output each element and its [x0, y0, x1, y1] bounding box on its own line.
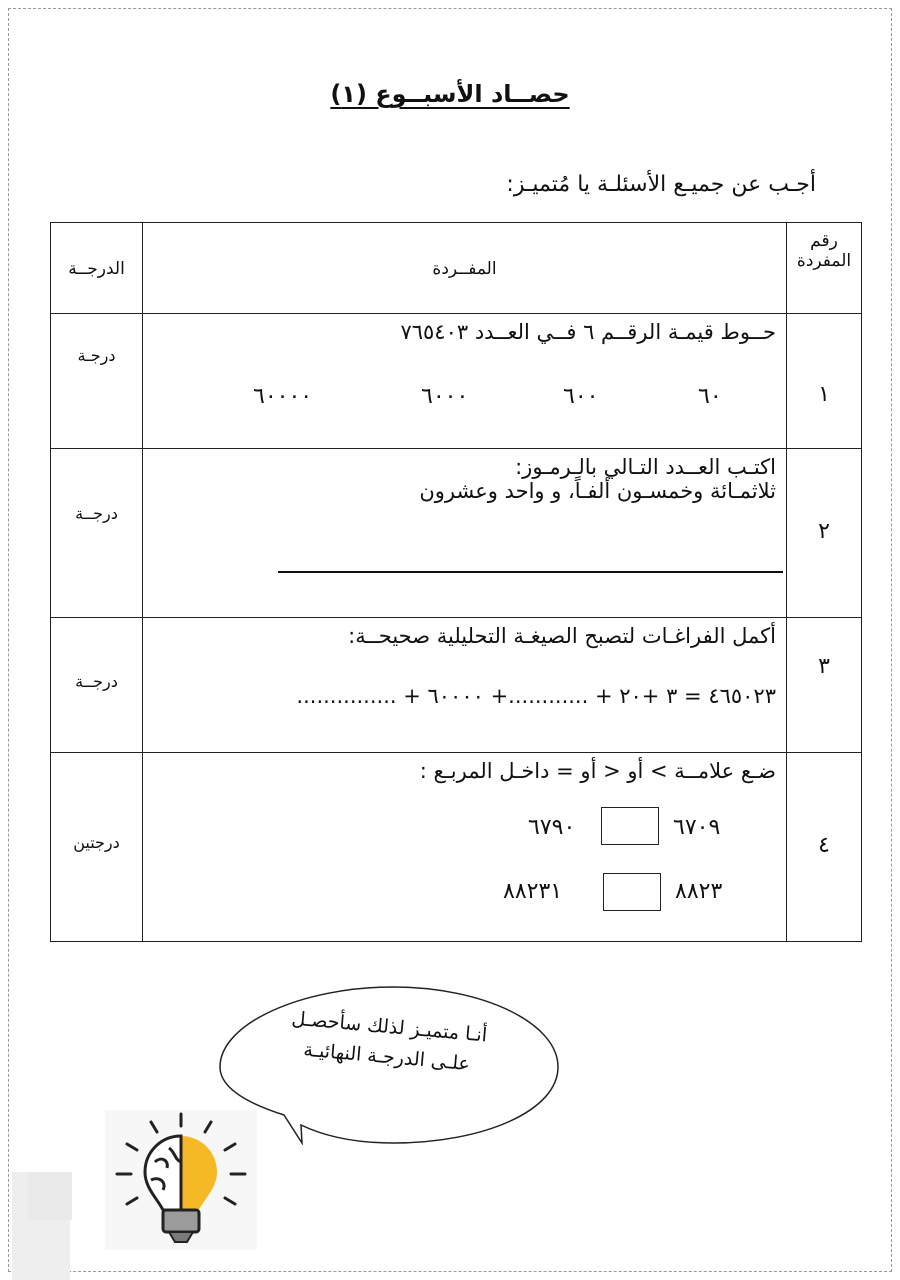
compare-left-1: ٦٧٩٠ — [528, 815, 576, 840]
equation-fill-in[interactable]: ٤٦٥٠٢٣ = ٣ +٢٠ + ............+ ٦٠٠٠٠ + ............... — [296, 684, 776, 708]
row-number: ٢ — [787, 449, 862, 618]
questions-table — [50, 222, 862, 942]
header-number: رقم المفردة — [787, 223, 862, 314]
watermark-shape — [28, 1172, 72, 1220]
comparison-box[interactable] — [603, 873, 661, 911]
option[interactable]: ٦٠٠٠ — [421, 384, 469, 409]
row-number: ٣ — [787, 618, 862, 753]
question-cell — [143, 753, 787, 942]
table-row — [51, 449, 862, 618]
option[interactable]: ٦٠٠٠٠ — [253, 384, 313, 409]
grade-cell: درجــة — [51, 618, 143, 753]
lightbulb-brain-icon — [105, 1110, 257, 1250]
grade-cell: درجــة — [51, 449, 143, 618]
question-cell — [143, 314, 787, 449]
compare-right-1: ٦٧٠٩ — [673, 815, 721, 840]
row-number: ١ — [787, 314, 862, 449]
question-text: أكمل الفراغـات لتصبح الصيغـة التحليلية صحيحــة: — [348, 624, 776, 648]
compare-left-2: ٨٨٢٣١ — [503, 879, 563, 904]
table-row — [51, 753, 862, 942]
question-text: ضـع علامــة > أو < أو = داخـل المربـع : — [419, 759, 776, 783]
option[interactable]: ٦٠٠ — [563, 384, 599, 409]
question-text: حــوط قيمـة الرقــم ٦ فــي العــدد ٧٦٥٤٠٣ — [400, 320, 776, 344]
table-header-row — [51, 223, 862, 314]
compare-right-2: ٨٨٢٣ — [675, 879, 723, 904]
header-grade: الدرجــة — [51, 223, 143, 314]
question-cell — [143, 449, 787, 618]
table-row — [51, 618, 862, 753]
option[interactable]: ٦٠ — [698, 384, 722, 409]
comparison-box[interactable] — [601, 807, 659, 845]
instructions: أجـب عن جميـع الأسئلـة يا مُتميـز: — [506, 172, 816, 197]
grade-cell: درجتين — [51, 753, 143, 942]
answer-line[interactable] — [278, 571, 783, 573]
page-title: حصــاد الأسبــوع (١) — [330, 80, 570, 108]
grade-cell: درجـة — [51, 314, 143, 449]
table-row — [51, 314, 862, 449]
question-text: اكتـب العــدد التـالي بالـرمـوز: — [515, 455, 776, 479]
header-item: المفــردة — [143, 223, 787, 314]
question-text-2: ثلاثمـائة وخمسـون ألفـاً، و واحد وعشرون — [419, 479, 776, 503]
question-cell — [143, 618, 787, 753]
row-number: ٤ — [787, 753, 862, 942]
speech-bubble-text: أنـا متميـز لذلك سأحصـل علـى الدرجـة النهائيـة — [290, 1007, 488, 1076]
